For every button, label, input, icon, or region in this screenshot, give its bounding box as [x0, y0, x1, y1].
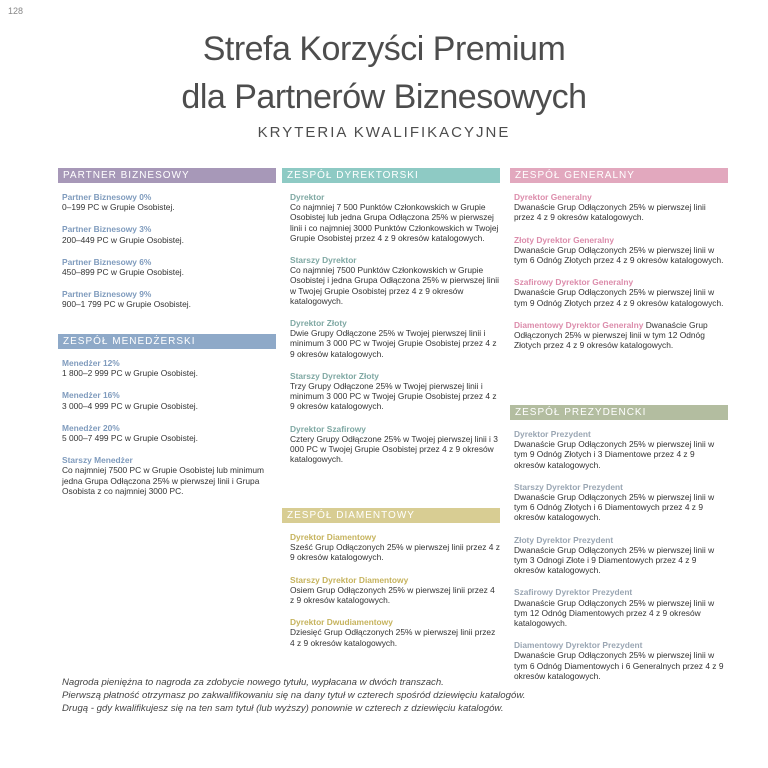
entry-description: Dwanaście Grup Odłączonych 25% w pierwszej linii w tym 6 Odnóg Złotych i 6 Diamentowych przez 4 z 9 okresów katalogowych. — [514, 492, 715, 523]
entry-title: Partner Biznesowy 3% — [62, 224, 152, 235]
entry-list — [282, 532, 500, 648]
entry-list — [58, 192, 276, 310]
entry-title: Dyrektor Szafirowy — [290, 423, 366, 434]
entry-title: Dyrektor Złoty — [290, 318, 347, 329]
entry-description: Dwanaście Grup Odłączonych 25% w pierwszej linii w tym 6 Odnóg Złotych przez 4 z 9 okresów katalogowych. — [514, 244, 724, 266]
entry-item — [62, 224, 276, 244]
entry-item — [62, 358, 276, 378]
entry-item — [62, 390, 276, 410]
entry-description: 900–1 799 PC w Grupie Osobistej. — [62, 299, 191, 310]
entry-item — [514, 235, 728, 266]
entry-description: Co najmniej 7 500 Punktów Członkowskich w Grupie Osobistej lub jedna Grupa Odłączona 25% w pierwszej linii i co najmniej 3000 Punktów Członkowskich w Twojej Grupie Osobistej przez 4 z 9 okresów katalogowych. — [290, 202, 499, 243]
entry-item — [62, 192, 276, 212]
entry-item — [290, 424, 500, 465]
entry-title: Starszy Dyrektor Prezydent — [514, 481, 623, 492]
entry-item — [62, 455, 276, 496]
entry-description: Sześć Grup Odłączonych 25% w pierwszej linii przez 4 z 9 okresów katalogowych. — [290, 542, 500, 563]
entry-description: 1 800–2 999 PC w Grupie Osobistej. — [62, 368, 198, 379]
entry-title: Starszy Dyrektor Diamentowy — [290, 574, 409, 585]
entry-description: Cztery Grupy Odłączone 25% w Twojej pierwszej linii i 3 000 PC w Twojej Grupie Osobistej przez 4 z 9 okresów katalogowych. — [290, 433, 498, 465]
entry-title: Menedżer 20% — [62, 422, 120, 433]
section-header: ZESPÓŁ MENEDŻERSKI — [58, 334, 276, 349]
footer-line: Nagroda pieniężna to nagroda za zdobycie nowego tytułu, wypłacana w dwóch transzach. — [62, 677, 444, 688]
page-subtitle: KRYTERIA KWALIFIKACYJNE — [257, 124, 511, 141]
entry-title: Partner Biznesowy 0% — [62, 192, 152, 202]
entry-item — [290, 371, 500, 412]
entry-item — [514, 535, 728, 576]
footer-line: Drugą - gdy kwalifikujesz się na ten sam tytuł (lub wyższy) ponownie w czterech z dziewięciu katalogów. — [62, 703, 504, 714]
section-header: ZESPÓŁ PREZYDENCKI — [510, 405, 728, 420]
section-zespol-generalny — [510, 168, 728, 362]
entry-title: Diamentowy Dyrektor Prezydent — [514, 640, 643, 651]
entry-description: Dwanaście Grup Odłączonych 25% w pierwszej linii przez 4 z 9 okresów katalogowych. — [514, 202, 706, 223]
entry-list — [58, 358, 276, 496]
entry-item — [62, 289, 276, 309]
entry-item — [514, 587, 728, 628]
entry-item — [290, 532, 500, 563]
footer-note — [62, 676, 722, 715]
entry-item — [290, 192, 500, 243]
entry-item — [514, 192, 728, 223]
entry-item — [62, 257, 276, 277]
section-header: ZESPÓŁ DIAMENTOWY — [282, 508, 500, 523]
entry-description: Dwanaście Grup Odłączonych 25% w pierwszej linii w tym 12 Odnóg Złotych przez 4 z 9 okresów katalogowych. — [514, 319, 708, 351]
entry-description: Dwanaście Grup Odłączonych 25% w pierwszej linii w tym 3 Odnogi Złote i 9 Diamentowych przez 4 z 9 okresów katalogowych. — [514, 544, 715, 576]
page-title-line-2: dla Partnerów Biznesowych — [181, 78, 587, 116]
entry-title: Menedżer 12% — [62, 358, 120, 368]
entry-list — [282, 192, 500, 464]
entry-description: Co najmniej 7500 PC w Grupie Osobistej lub minimum jedna Grupa Odłączona 25% w pierwszej linii i Grupa Osobista z co najmniej 3000 PC. — [62, 465, 265, 496]
section-partner-biznesowy — [58, 168, 276, 322]
section-zespol-dyrektorski — [282, 168, 500, 476]
entry-title: Dyrektor Diamentowy — [290, 532, 377, 542]
entry-title: Złoty Dyrektor Generalny — [514, 234, 615, 245]
entry-description: Dwanaście Grup Odłączonych 25% w pierwszej linii w tym 9 Odnóg Złotych przez 4 z 9 okresów katalogowych. — [514, 287, 724, 308]
entry-title: Partner Biznesowy 6% — [62, 256, 152, 267]
entry-item — [514, 320, 728, 351]
entry-description: Dwanaście Grup Odłączonych 25% w pierwszej linii w tym 12 Odnóg Diamentowych przez 4 z 9 okresów katalogowych. — [514, 597, 715, 629]
section-header: ZESPÓŁ DYREKTORSKI — [282, 168, 500, 183]
entry-item — [514, 429, 728, 470]
entry-description: 3 000–4 999 PC w Grupie Osobistej. — [62, 400, 198, 411]
entry-description: Dwanaście Grup Odłączonych 25% w pierwszej linii w tym 9 Odnóg Złotych i 3 Diamentowe przez 4 z 9 okresów katalogowych. — [514, 439, 715, 470]
entry-title: Dyrektor Generalny — [514, 192, 592, 202]
entry-item — [514, 482, 728, 523]
section-header: PARTNER BIZNESOWY — [58, 168, 276, 183]
entry-item — [290, 255, 500, 306]
page-number: 128 — [8, 6, 24, 16]
section-zespol-diamentowy — [282, 508, 500, 660]
footer-line: Pierwszą płatność otrzymasz po zakwalifikowaniu się na dany tytuł w czterech spośród dziewięciu katalogów. — [62, 690, 526, 701]
entry-item — [290, 575, 500, 606]
entry-title: Diamentowy Dyrektor Generalny — [514, 319, 644, 330]
entry-description: Dwanaście Grup Odłączonych 25% w pierwszej linii w tym 6 Odnóg Diamentowych i 6 Generalnych przez 4 z 9 okresów katalogowych. — [514, 650, 724, 681]
entry-title: Dyrektor Dwudiamentowy — [290, 617, 393, 628]
entry-title: Starszy Dyrektor Złoty — [290, 370, 379, 381]
entry-description: Osiem Grup Odłączonych 25% w pierwszej linii przez 4 z 9 okresów katalogowych. — [290, 584, 495, 606]
entry-description: 0–199 PC w Grupie Osobistej. — [62, 202, 175, 213]
entry-title: Złoty Dyrektor Prezydent — [514, 534, 614, 545]
entry-item — [514, 277, 728, 308]
entry-item — [514, 640, 728, 681]
entry-title: Dyrektor Prezydent — [514, 429, 591, 439]
entry-title: Starszy Menedżer — [62, 455, 133, 466]
entry-title: Partner Biznesowy 9% — [62, 289, 152, 300]
entry-description: 450–899 PC w Grupie Osobistej. — [62, 267, 184, 278]
entry-item — [290, 617, 500, 648]
entry-item — [290, 318, 500, 359]
entry-item — [62, 423, 276, 443]
entry-title: Dyrektor — [290, 192, 325, 202]
entry-description: Dwie Grupy Odłączone 25% w Twojej pierwszej linii i minimum 3 000 PC w Twojej Grupie Osobistej przez 4 z 9 okresów katalogowych. — [290, 328, 497, 359]
entry-title: Szafirowy Dyrektor Prezydent — [514, 587, 633, 598]
section-zespol-menedzerski — [58, 334, 276, 508]
section-header: ZESPÓŁ GENERALNY — [510, 168, 728, 183]
entry-description: 5 000–7 499 PC w Grupie Osobistej. — [62, 433, 198, 444]
entry-title: Starszy Dyrektor — [290, 255, 357, 266]
section-zespol-prezydencki — [510, 405, 728, 693]
entry-list — [510, 192, 728, 350]
entry-list — [510, 429, 728, 681]
entry-description: Co najmniej 7500 Punktów Członkowskich w Grupie Osobistej i jedna Grupa Odłączona 25% w pierwszej linii w Twojej Grupie Osobistej przez 4 z 9 okresów katalogowych. — [290, 265, 500, 306]
entry-description: 200–449 PC w Grupie Osobistej. — [62, 234, 184, 245]
entry-description: Trzy Grupy Odłączone 25% w Twojej pierwszej linii i minimum 3 000 PC w Twojej Grupie Osobistej przez 4 z 9 okresów katalogowych. — [290, 381, 497, 412]
entry-description: Dziesięć Grup Odłączonych 25% w pierwszej linii przez 4 z 9 okresów katalogowych. — [290, 627, 496, 648]
page-title-line-1: Strefa Korzyści Premium — [202, 30, 566, 68]
entry-title: Menedżer 16% — [62, 390, 120, 401]
entry-title: Szafirowy Dyrektor Generalny — [514, 277, 634, 288]
